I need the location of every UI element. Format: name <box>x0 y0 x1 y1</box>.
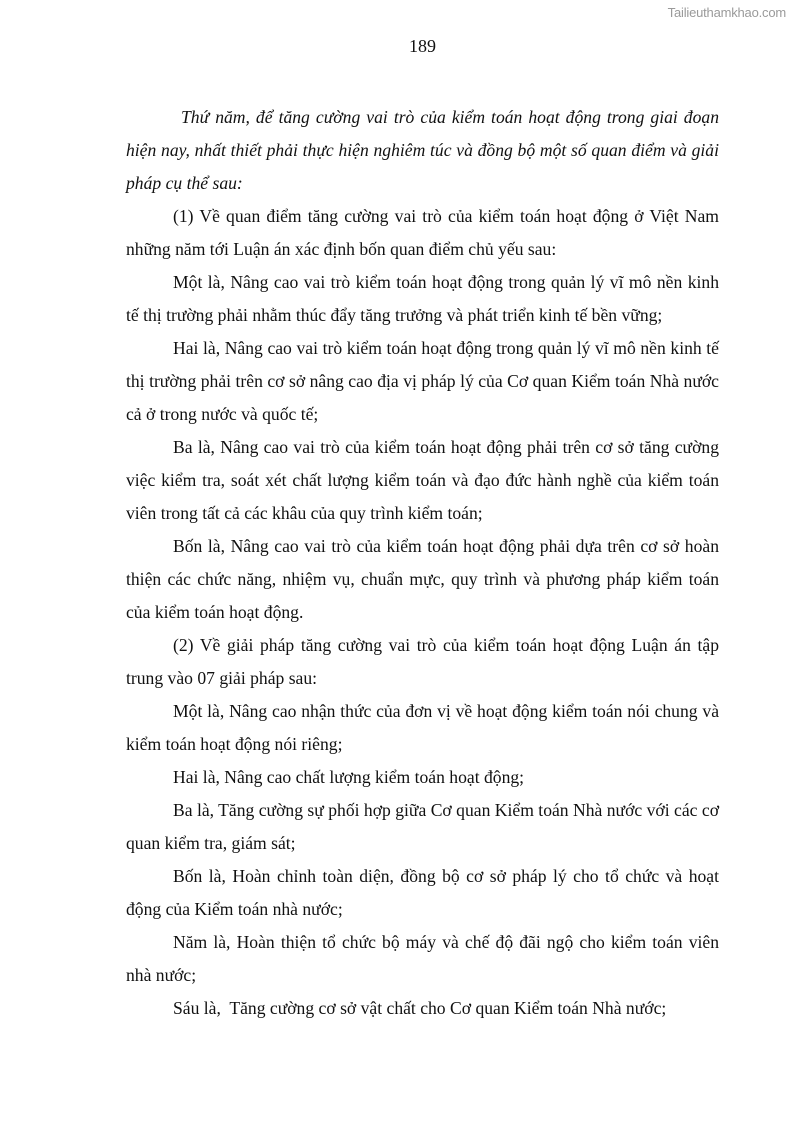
solution-5: Năm là, Hoàn thiện tổ chức bộ máy và chế độ đãi ngộ cho kiểm toán viên nhà nước; <box>126 932 719 985</box>
solution-2: Hai là, Nâng cao chất lượng kiểm toán hoạt động; <box>173 767 525 787</box>
intro-paragraph: Thứ năm, để tăng cường vai trò của kiểm toán hoạt động trong giai đoạn hiện nay, nhất thiết phải thực hiện nghiêm túc và đồng bộ một số quan điểm và giải pháp cụ thể sau: <box>126 107 719 193</box>
solutions-heading: (2) Về giải pháp tăng cường vai trò của kiểm toán hoạt động Luận án tập trung vào 07 giải pháp sau: <box>126 635 719 688</box>
solution-6: Sáu là, Tăng cường cơ sở vật chất cho Cơ quan Kiểm toán Nhà nước; <box>173 998 667 1018</box>
viewpoint-2: Hai là, Nâng cao vai trò kiểm toán hoạt động trong quản lý vĩ mô nền kinh tế thị trường phải trên cơ sở nâng cao địa vị pháp lý của Cơ quan Kiểm toán Nhà nước cả ở trong nước và quốc tế; <box>126 338 719 424</box>
document-body <box>126 101 719 1025</box>
solution-1: Một là, Nâng cao nhận thức của đơn vị về hoạt động kiểm toán nói chung và kiểm toán hoạt động nói riêng; <box>126 701 719 754</box>
viewpoint-1: Một là, Nâng cao vai trò kiểm toán hoạt động trong quản lý vĩ mô nền kinh tế thị trường phải nhằm thúc đẩy tăng trưởng và phát triển kinh tế bền vững; <box>126 272 719 325</box>
solution-4: Bốn là, Hoàn chỉnh toàn diện, đồng bộ cơ sở pháp lý cho tổ chức và hoạt động của Kiểm toán nhà nước; <box>126 866 719 919</box>
viewpoint-4: Bốn là, Nâng cao vai trò của kiểm toán hoạt động phải dựa trên cơ sở hoàn thiện các chức năng, nhiệm vụ, chuẩn mực, quy trình và phương pháp kiểm toán của kiểm toán hoạt động. <box>126 536 719 622</box>
watermark: Tailieuthamkhao.com <box>667 5 786 20</box>
page-number: 189 <box>409 36 436 56</box>
solution-3: Ba là, Tăng cường sự phối hợp giữa Cơ quan Kiểm toán Nhà nước với các cơ quan kiểm tra, giám sát; <box>126 800 719 853</box>
viewpoint-3: Ba là, Nâng cao vai trò của kiểm toán hoạt động phải trên cơ sở tăng cường việc kiểm tra, soát xét chất lượng kiểm toán và đạo đức hành nghề của kiểm toán viên trong tất cả các khâu của quy trình kiểm toán; <box>126 437 719 523</box>
viewpoints-heading: (1) Về quan điểm tăng cường vai trò của kiểm toán hoạt động ở Việt Nam những năm tới Luận án xác định bốn quan điểm chủ yếu sau: <box>126 206 719 259</box>
